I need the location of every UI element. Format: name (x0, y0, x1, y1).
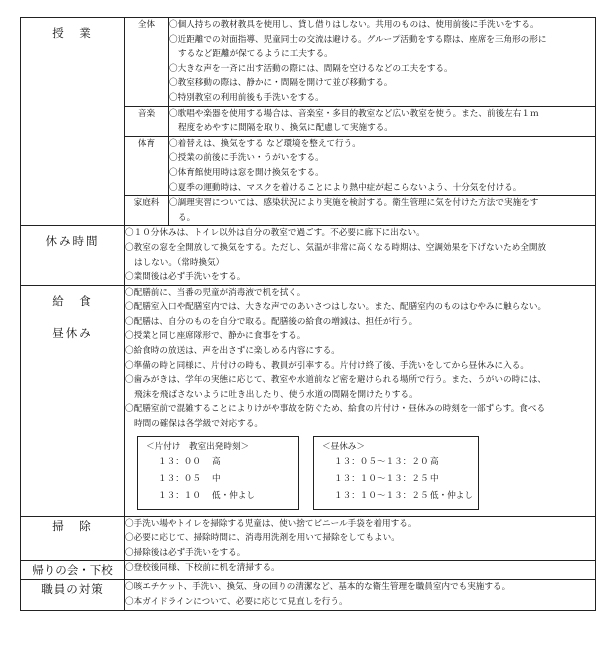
schedule-row (322, 488, 473, 505)
schedule-time: １３：０５～１３：２０ (334, 456, 429, 467)
list-item: 〇個人持ちの教材教具を使用し、貸し借りはしない。共用のものは、使用前後に手洗いをする。 (169, 20, 539, 30)
guideline-table (20, 17, 596, 611)
schedule-row (146, 454, 288, 471)
list-item: 〇着替えは、換気をする など環境を整えて行う。 (169, 138, 361, 149)
class-general-items (169, 18, 596, 107)
list-item: 〇近距離での対面指導、児童同士の交流は避ける。グループ活動をする際は、座席を三角形の形に (169, 34, 547, 45)
schedule-time: １３：１０～１３：２５ (334, 490, 429, 501)
break-row (21, 226, 596, 285)
class-music-items (169, 106, 596, 136)
list-item: 〇配膳室前で混雑することによりけがや事故を防ぐため、給食の片付け・昼休みの時刻を一部ずらす。食べる (125, 404, 546, 415)
section-title-class: 授 業 (21, 18, 125, 226)
sub-label-home-ec: 家庭科 (125, 196, 169, 226)
schedule-group: 低・仲よし (212, 490, 255, 501)
list-item: 〇準備の時と同様に、片付けの時も、教員が引率する。片付け終了後、手洗いをしてから昼休みに入る。 (125, 360, 529, 371)
list-item: 飛沫を飛ばさないように吐き出したり、使う水道の間隔を開けたりする。 (134, 389, 418, 400)
cleanup-schedule-title: ＜片付け 教室出発時刻＞ (146, 441, 250, 452)
break-items (125, 226, 596, 285)
list-item: 〇手洗い場やトイレを掃除する児童は、使い捨てビニール手袋を着用する。 (125, 518, 417, 529)
list-item: 〇配膳前に、当番の児童が消毒液で机を拭く。 (125, 287, 306, 298)
list-item: 〇必要に応じて、掃除時間に、消毒用洗剤を用いて掃除をしてもよい。 (125, 533, 400, 544)
cleanup-schedule-box (137, 436, 299, 510)
list-item: る。 (178, 212, 196, 223)
sub-label-pe: 体育 (125, 136, 169, 195)
cleaning-items (125, 516, 596, 561)
schedule-time: １３：１０～１３：２５ (334, 473, 429, 484)
sub-label-music: 音楽 (125, 106, 169, 136)
dismissal-row (21, 561, 596, 580)
list-item: はしない。（常時換気） (134, 257, 225, 268)
list-item: 〇配膳は、自分のものを自分で取る。配膳後の給食の増減は、担任が行う。 (125, 316, 418, 327)
list-item: するなど距離が保てるように工夫する。 (178, 49, 333, 60)
list-item: 〇大きな声を一斉に出す活動の際には、間隔を空けるなどの工夫をする。 (169, 63, 453, 74)
list-item: 時間の確保は各学級で対応する。 (134, 419, 263, 430)
list-item: 〇登校後同様、下校前に机を清掃する。 (125, 563, 280, 574)
schedule-row (146, 488, 288, 505)
section-title-staff: 職員の対策 (21, 580, 125, 610)
schedule-group: 中 (430, 473, 439, 484)
lunch-break-schedule-title: ＜昼休み＞ (322, 441, 365, 452)
list-item: 〇１０分休みは、トイレ以外は自分の教室で過ごす。不必要に廊下に出ない。 (125, 228, 425, 239)
list-item: 〇教室移動の際は、静かに・間隔を開けて並び移動する。 (169, 78, 393, 89)
section-title-dismissal: 帰りの会・下校 (21, 561, 125, 580)
schedule-group: 中 (212, 473, 221, 484)
list-item: 〇配膳室入口や配膳室内では、大きな声でのあいさつはしない。また、配膳室内のものはむやみに触らない。 (125, 302, 547, 313)
schedule-time: １３：１０ (158, 490, 201, 501)
cleaning-row (21, 516, 596, 561)
list-item: 〇夏季の運動時は、マスクを着けることにより熱中症が起こらないよう、十分気を付ける。 (169, 182, 522, 193)
list-item: 〇本ガイドラインについて、必要に応じて見直しを行う。 (125, 597, 348, 607)
section-title-lunch-break: 昼休み (52, 325, 93, 340)
list-item: 程度をめやすに間隔を取り、換気に配慮して実施する。 (178, 123, 393, 134)
staff-items (125, 580, 596, 610)
list-item: 〇特別教室の利用前後も手洗いをする。 (169, 92, 324, 103)
class-row-general (21, 18, 596, 107)
schedule-row (322, 471, 468, 488)
lunch-break-schedule-box (313, 436, 479, 510)
schedule-group: 高 (430, 456, 439, 467)
schedule-row (322, 454, 468, 471)
list-item: 〇授業と同じ座席隊形で、静かに食事をする。 (125, 331, 306, 342)
dismissal-items (125, 561, 596, 580)
schedule-boxes (125, 432, 595, 516)
staff-row (21, 580, 596, 610)
list-item: 〇授業の前後に手洗い・うがいをする。 (169, 153, 324, 164)
list-item: 〇業間後は必ず手洗いをする。 (125, 272, 246, 283)
list-item: 〇調理実習については、感染状況により実施を検討する。衛生管理に気を付けた方法で実施をす (169, 198, 539, 209)
schedule-group: 高 (212, 456, 221, 467)
schedule-row (146, 471, 288, 488)
list-item: 〇掃除後は必ず手洗いをする。 (125, 547, 246, 558)
list-item: 〇歌唱や楽器を使用する場合は、音楽室・多目的教室など広い教室を使う。また、前後左右１ｍ (169, 108, 539, 119)
schedule-time: １３：０５ (158, 473, 201, 484)
list-item: 〇給食時の放送は、声を出さずに楽しめる内容にする。 (125, 346, 340, 357)
class-pe-items (169, 136, 596, 195)
lunch-row (21, 285, 596, 516)
schedule-group: 低・仲よし (430, 490, 473, 501)
list-item: 〇歯みがきは、学年の実態に応じて、教室や水道前など密を避けられる場所で行う。また、うがいの時には、 (125, 375, 546, 386)
section-title-lunch-meal: 給 食 (52, 293, 93, 308)
schedule-time: １３：００ (158, 456, 201, 467)
list-item: 〇体育館使用時は窓を開け換気をする。 (169, 167, 324, 178)
list-item: 〇教室の窓を全開放して換気をする。ただし、気温が非常に高くなる時期は、空調効果を下げないため全開放 (125, 242, 547, 253)
sub-label-general: 全体 (125, 18, 169, 107)
section-title-cleaning: 掃 除 (21, 516, 125, 561)
section-title-break: 休み時間 (21, 226, 125, 285)
class-home-ec-items (169, 196, 596, 226)
section-title-lunch (21, 285, 125, 516)
list-item: 〇咳エチケット、手洗い、換気、身の回りの清潔など、基本的な衛生管理を職員室内でも実施する。 (125, 582, 511, 593)
lunch-items (125, 285, 596, 516)
